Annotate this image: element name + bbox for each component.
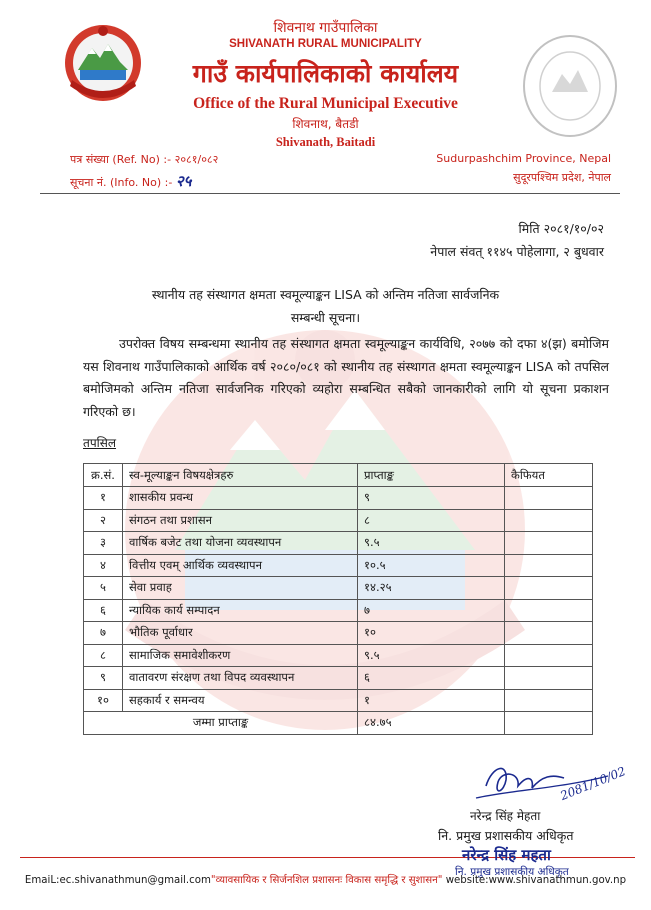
results-table (83, 463, 593, 735)
table-row (84, 577, 593, 600)
cell-remarks (505, 554, 593, 577)
cell-sn: ८ (84, 644, 123, 667)
cell-area: वार्षिक बजेट तथा योजना व्यवस्थापन (123, 532, 358, 555)
footer-email: EmaiL:ec.shivanathmun@gmail.com (24, 875, 211, 886)
ref-number (70, 152, 218, 167)
date-line: मिति २०८१/१०/०२ (518, 221, 604, 236)
cell-remarks (505, 509, 593, 532)
total-remarks (505, 712, 593, 735)
cell-score: १०.५ (358, 554, 505, 577)
cell-remarks (505, 487, 593, 510)
table-row (84, 599, 593, 622)
place-np: शिवनाथ, बैतडी (292, 117, 359, 131)
province-np: सुदूरपश्चिम प्रदेश, नेपाल (513, 171, 611, 184)
cell-sn: ६ (84, 599, 123, 622)
table-body (84, 487, 593, 735)
office-title-np: गाउँ कार्यपालिकाको कार्यालय (192, 59, 459, 88)
cell-sn: ३ (84, 532, 123, 555)
municipality-name-en: SHIVANATH RURAL MUNICIPALITY (229, 38, 422, 50)
cell-remarks (505, 644, 593, 667)
cell-remarks (505, 689, 593, 712)
subject-line-1: स्थानीय तह संस्थागत क्षमता स्वमूल्याङ्कन LISA को अन्तिम नतिजा सार्वजनिक (151, 287, 500, 302)
tapsil-heading: तपसिल (83, 436, 117, 450)
info-number (70, 171, 191, 191)
cell-area: वातावरण संरक्षण तथा विपद व्यवस्थापन (123, 667, 358, 690)
notice-body: उपरोक्त विषय सम्बन्धमा स्थानीय तह संस्थागत क्षमता स्वमूल्याङ्कन कार्यविधि, २०७७ को दफा ४(झ) बमोजिम यस शिवनाथ गाउँपालिकाको आर्थिक वर्ष २०८०/०८१ को स्थानीय तह संस्थागत क्षमता स्वमूल्याङ्कन LISA को तपसिल बमोजिमको अन्तिम नतिजा सार्वजनिक गरिएको व्यहोरा सम्बन्धित सबैको जानकारीको लागि यो सूचना प्रकाशन गरिएको छ। (83, 336, 609, 419)
cell-sn: ९ (84, 667, 123, 690)
signature-date: 2081/10/02 (558, 764, 628, 803)
name-stamp: नरेन्द्र सिंह महता (462, 846, 551, 864)
signature (472, 752, 628, 812)
nepal-sambat-date: नेपाल संवत् ११४५ पोहेलागा, २ बुधवार (430, 244, 604, 259)
cell-score: १ (358, 689, 505, 712)
cell-sn: ७ (84, 622, 123, 645)
cell-score: ९ (358, 487, 505, 510)
subject-line-2: सम्बन्धी सूचना। (290, 310, 361, 325)
cell-area: सामाजिक समावेशीकरण (123, 644, 358, 667)
cell-sn: ४ (84, 554, 123, 577)
cell-remarks (505, 622, 593, 645)
place-en: Shivanath, Baitadi (275, 135, 376, 149)
footer-motto: "व्यावसायिक र सिर्जनशिल प्रशासनः विकास समृद्धि र सुशासन" (210, 875, 443, 886)
cell-area: भौतिक पूर्वाधार (123, 622, 358, 645)
municipality-name-np: शिवनाथ गाउँपालिका (273, 20, 378, 36)
footer-website: website:www.shivanathmun.gov.np (445, 875, 627, 886)
col-header-score: प्राप्ताङ्क (358, 464, 505, 487)
table-row (84, 532, 593, 555)
cell-remarks (505, 532, 593, 555)
table-row (84, 667, 593, 690)
col-header-sn: क्र.सं. (84, 464, 123, 487)
table-row (84, 622, 593, 645)
table-row (84, 689, 593, 712)
subject (0, 283, 651, 329)
cell-score: १४.२५ (358, 577, 505, 600)
footer (0, 872, 651, 886)
post-stamp: नि. प्रमुख प्रशासकीय अधिकृत (455, 866, 569, 878)
table-total-row (84, 712, 593, 735)
cell-score: ९.५ (358, 644, 505, 667)
cell-score: ६ (358, 667, 505, 690)
table-row (84, 509, 593, 532)
cell-remarks (505, 667, 593, 690)
total-label: जम्मा प्राप्ताङ्क (84, 712, 358, 735)
signatory-post: नि. प्रमुख प्रशासकीय अधिकृत (438, 828, 574, 843)
cell-remarks (505, 599, 593, 622)
cell-area: संगठन तथा प्रशासन (123, 509, 358, 532)
cell-sn: १० (84, 689, 123, 712)
cell-sn: १ (84, 487, 123, 510)
cell-area: शासकीय प्रवन्ध (123, 487, 358, 510)
table-row (84, 487, 593, 510)
cell-area: वित्तीय एवम् आर्थिक व्यवस्थापन (123, 554, 358, 577)
table-row (84, 644, 593, 667)
ref-value: २०८१/०८२ (174, 153, 219, 166)
cell-area: सहकार्य र समन्वय (123, 689, 358, 712)
signatory-name: नरेन्द्र सिंह मेहता (470, 809, 541, 823)
table-header-row (84, 464, 593, 487)
cell-score: ८ (358, 509, 505, 532)
province-en: Sudurpashchim Province, Nepal (436, 152, 611, 165)
info-label: सूचना नं. (Info. No) :- (70, 176, 173, 189)
table-row (84, 554, 593, 577)
ref-label: पत्र संख्या (Ref. No) :- (70, 153, 172, 166)
office-title-en: Office of the Rural Municipal Executive (193, 95, 458, 112)
cell-area: न्यायिक कार्य सम्पादन (123, 599, 358, 622)
cell-score: १० (358, 622, 505, 645)
cell-score: ७ (358, 599, 505, 622)
cell-sn: ५ (84, 577, 123, 600)
cell-sn: २ (84, 509, 123, 532)
cell-area: सेवा प्रवाह (123, 577, 358, 600)
col-header-area: स्व-मूल्याङ्कन विषयक्षेत्रहरु (123, 464, 358, 487)
header-divider (40, 193, 620, 194)
total-value: ८४.७५ (358, 712, 505, 735)
cell-remarks (505, 577, 593, 600)
col-header-remarks: कैफियत (505, 464, 593, 487)
info-value: २५ (175, 172, 192, 190)
cell-score: ९.५ (358, 532, 505, 555)
